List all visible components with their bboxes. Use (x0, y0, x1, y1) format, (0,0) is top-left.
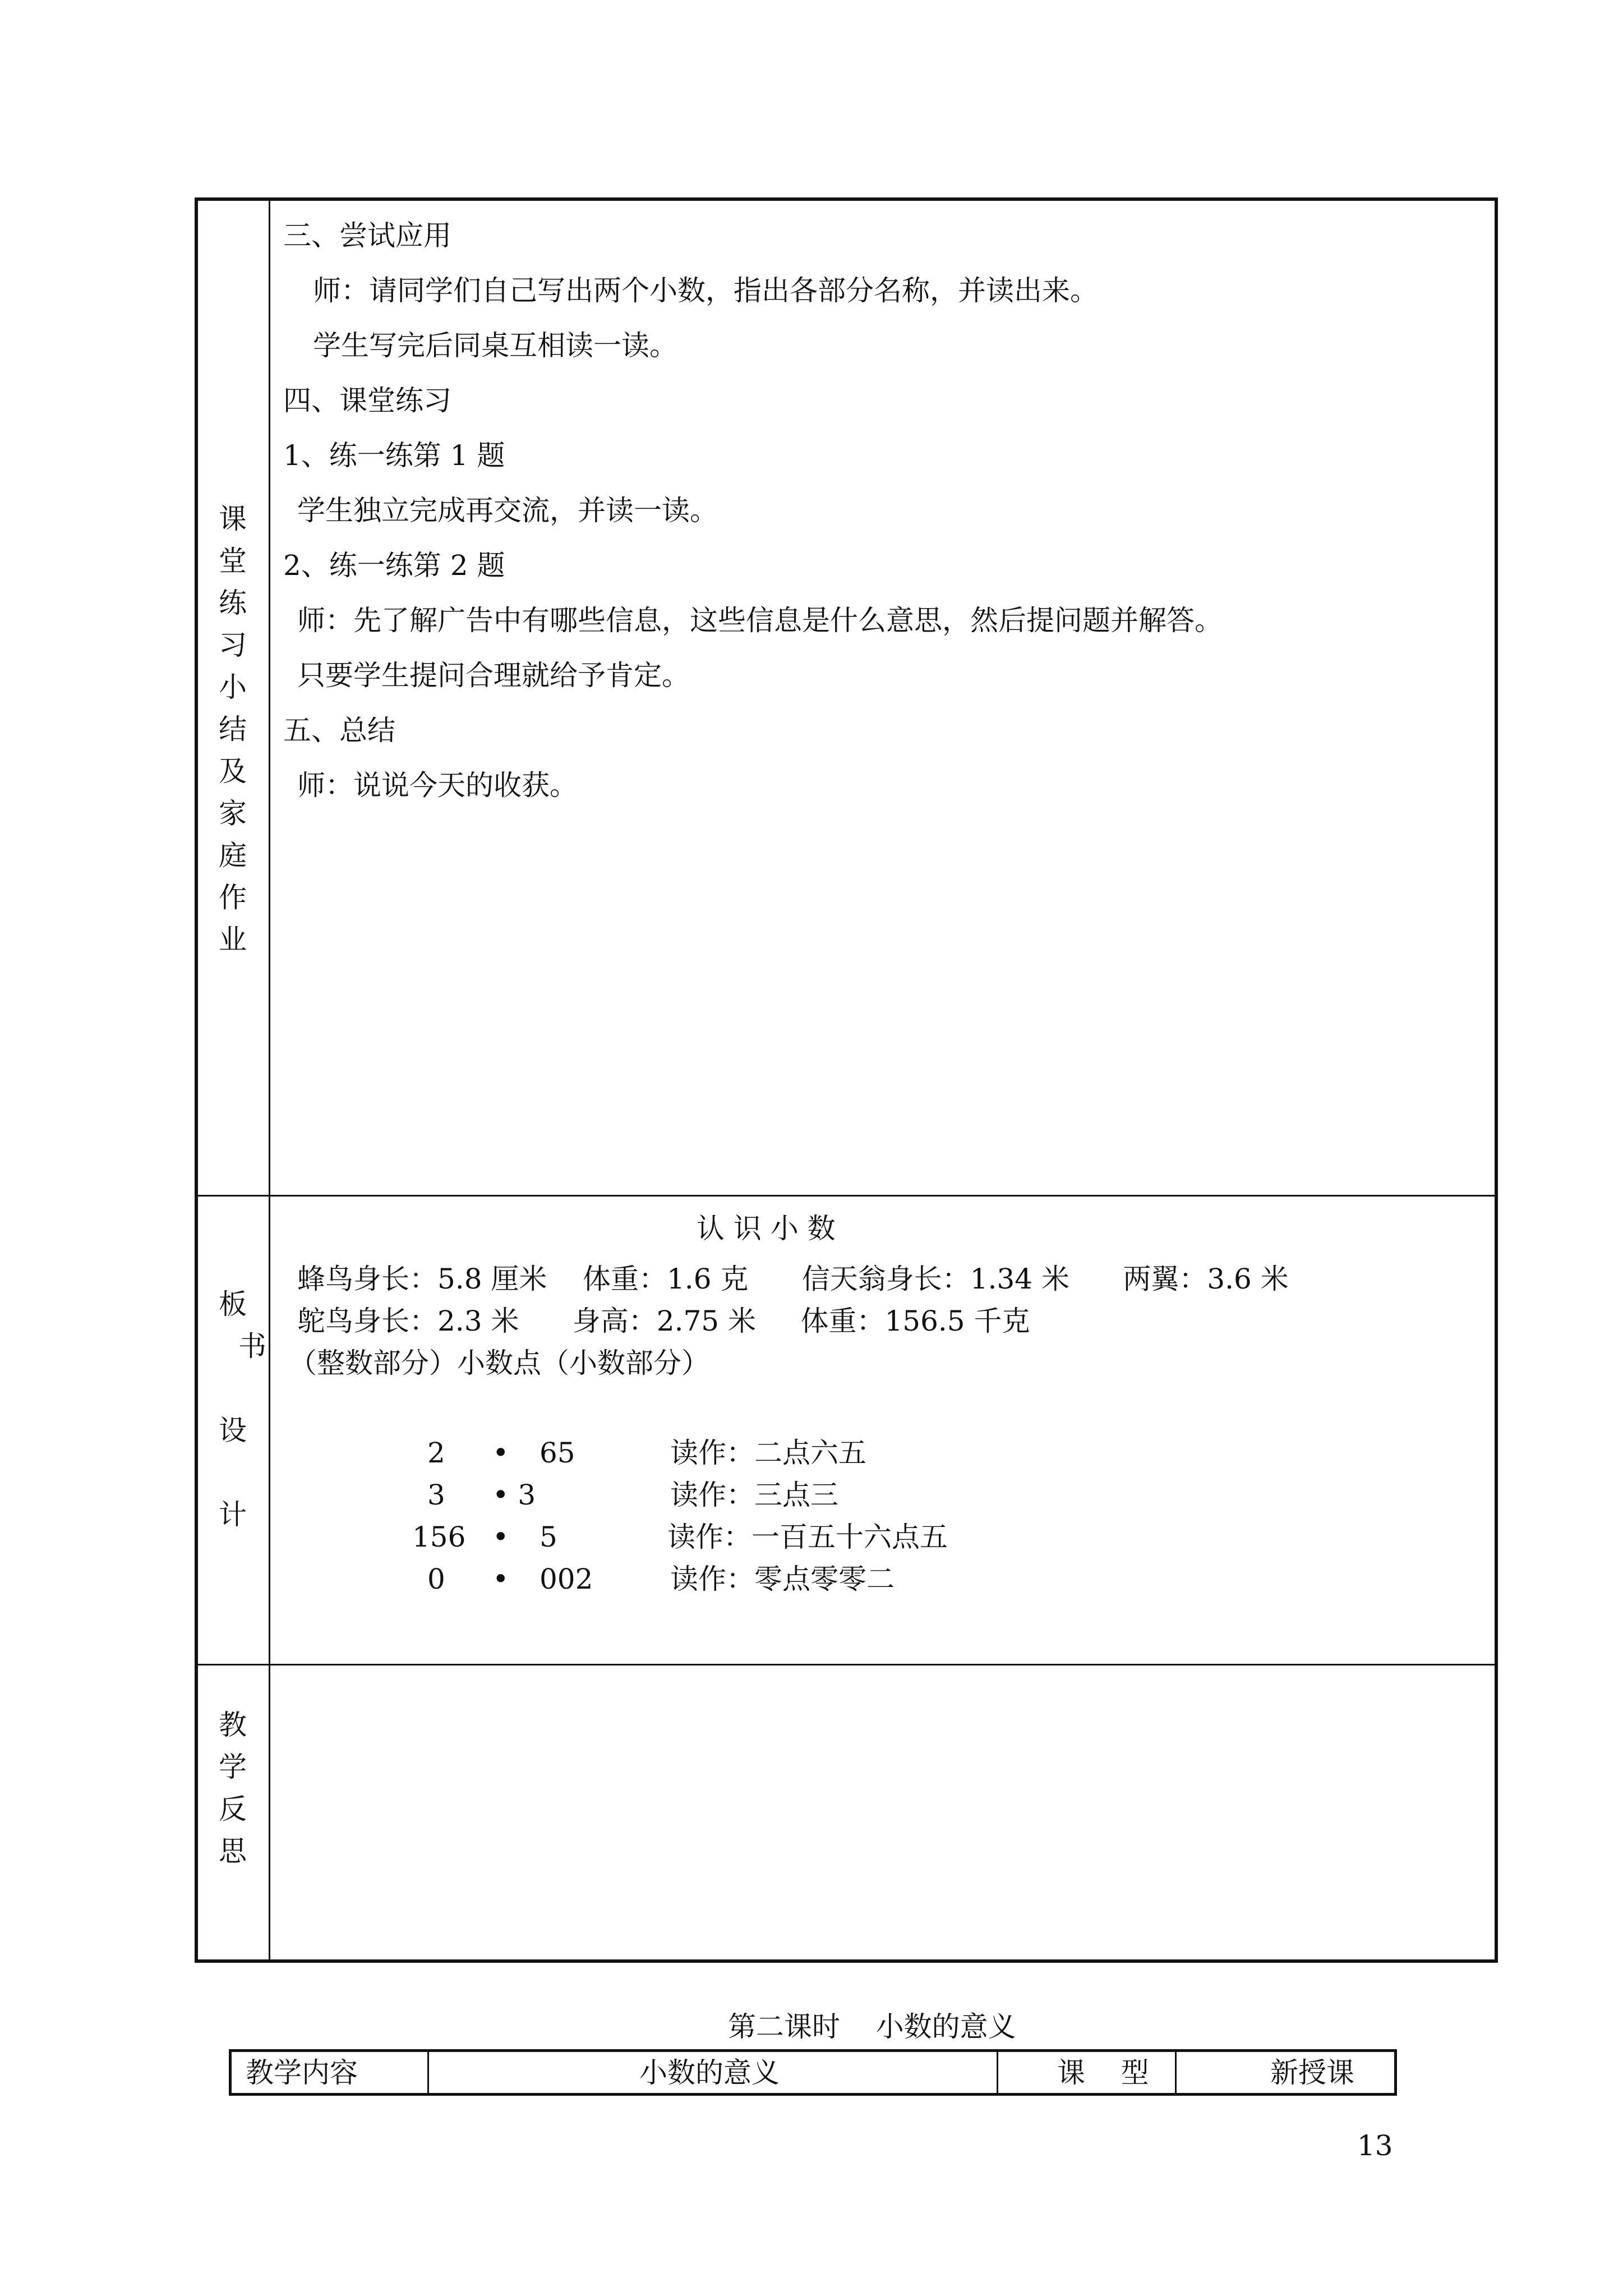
board-line: 蜂鸟身长：5.8 厘米 体重：1.6 克 信天翁身长：1.34 米 两翼：3.6 米 (297, 1263, 1289, 1295)
reading: 读作：零点零零二 (670, 1563, 895, 1595)
content-label: 教学内容 (246, 2056, 358, 2089)
side-label-char: 家 (219, 797, 247, 830)
table-border-bottom (195, 1959, 1498, 1963)
side-label-char: 计 (219, 1498, 247, 1531)
table-row-divider (195, 1664, 1498, 1665)
side-label-char: 庭 (219, 839, 247, 872)
text-line: 师：说说今天的收获。 (297, 769, 578, 802)
next-lesson-title: 第二课时 小数的意义 (728, 2010, 1016, 2043)
decimal-point: • (492, 1437, 509, 1469)
table-border-right (1495, 197, 1498, 1963)
integer-part: 0 (427, 1563, 445, 1595)
text-line: 只要学生提问合理就给予肯定。 (297, 659, 690, 692)
board-line: 鸵鸟身长：2.3 米 身高：2.75 米 体重：156.5 千克 (297, 1305, 1030, 1337)
integer-part: 3 (427, 1479, 445, 1511)
board-line: （整数部分）小数点（小数部分） (289, 1347, 709, 1379)
side-label-char: 书 (238, 1330, 266, 1363)
type-value: 新授课 (1270, 2056, 1354, 2089)
side-label-char: 业 (219, 923, 247, 956)
decimal-point: • (492, 1563, 509, 1595)
heading-summary: 五、总结 (283, 714, 395, 747)
text-line: 学生独立完成再交流，并读一读。 (297, 494, 718, 527)
board-title: 认 识 小 数 (697, 1212, 836, 1245)
decimal-point: • 3 (492, 1479, 536, 1511)
side-label-char: 反 (219, 1793, 247, 1825)
table-row-divider (195, 1195, 1498, 1197)
reading: 读作：三点三 (670, 1479, 838, 1511)
side-label-char: 结 (219, 713, 247, 746)
table-border-bottom (229, 2093, 1397, 2096)
text-line: 2、练一练第 2 题 (283, 549, 505, 582)
table-border-left (229, 2049, 232, 2096)
heading-class-practice: 四、课堂练习 (283, 384, 451, 417)
fraction-part: 5 (540, 1521, 557, 1553)
side-label-char: 课 (219, 503, 247, 535)
table-cell-divider (1175, 2049, 1177, 2096)
side-label-char: 教 (219, 1709, 247, 1741)
fraction-part: 65 (540, 1437, 575, 1469)
type-label: 课 型 (1057, 2056, 1149, 2089)
table-column-divider (269, 197, 270, 1963)
integer-part: 2 (427, 1437, 445, 1469)
text-line: 学生写完后同桌互相读一读。 (313, 329, 677, 362)
text-line: 师：请同学们自己写出两个小数，指出各部分名称，并读出来。 (313, 274, 1098, 307)
side-label-char: 思 (219, 1835, 247, 1867)
side-label-char: 习 (219, 629, 247, 661)
content-value: 小数的意义 (639, 2056, 780, 2089)
fraction-part: 002 (540, 1563, 593, 1595)
reading: 读作：一百五十六点五 (667, 1521, 948, 1553)
reading: 读作：二点六五 (670, 1437, 866, 1469)
side-label-char: 作 (219, 881, 247, 914)
side-label-char: 设 (219, 1414, 247, 1447)
page-number: 13 (1357, 2129, 1393, 2162)
table-border-right (1394, 2049, 1397, 2096)
integer-part: 156 (412, 1521, 466, 1553)
table-border-top (195, 197, 1498, 201)
side-label-char: 堂 (219, 545, 247, 577)
side-label-char: 及 (219, 755, 247, 788)
text-line: 师：先了解广告中有哪些信息，这些信息是什么意思，然后提问题并解答。 (297, 604, 1223, 637)
table-cell-divider (427, 2049, 429, 2096)
table-border-top (229, 2049, 1397, 2052)
decimal-point: • (492, 1521, 509, 1553)
side-label-char: 学 (219, 1751, 247, 1783)
table-border-left (195, 197, 198, 1963)
side-label-char: 练 (219, 587, 247, 619)
text-line: 1、练一练第 1 题 (283, 439, 505, 472)
side-label-char: 板 (219, 1288, 247, 1320)
reflection-content (275, 1669, 1486, 1955)
table-cell-divider (997, 2049, 998, 2096)
side-label-char: 小 (219, 671, 247, 703)
heading-try-apply: 三、尝试应用 (283, 219, 451, 252)
